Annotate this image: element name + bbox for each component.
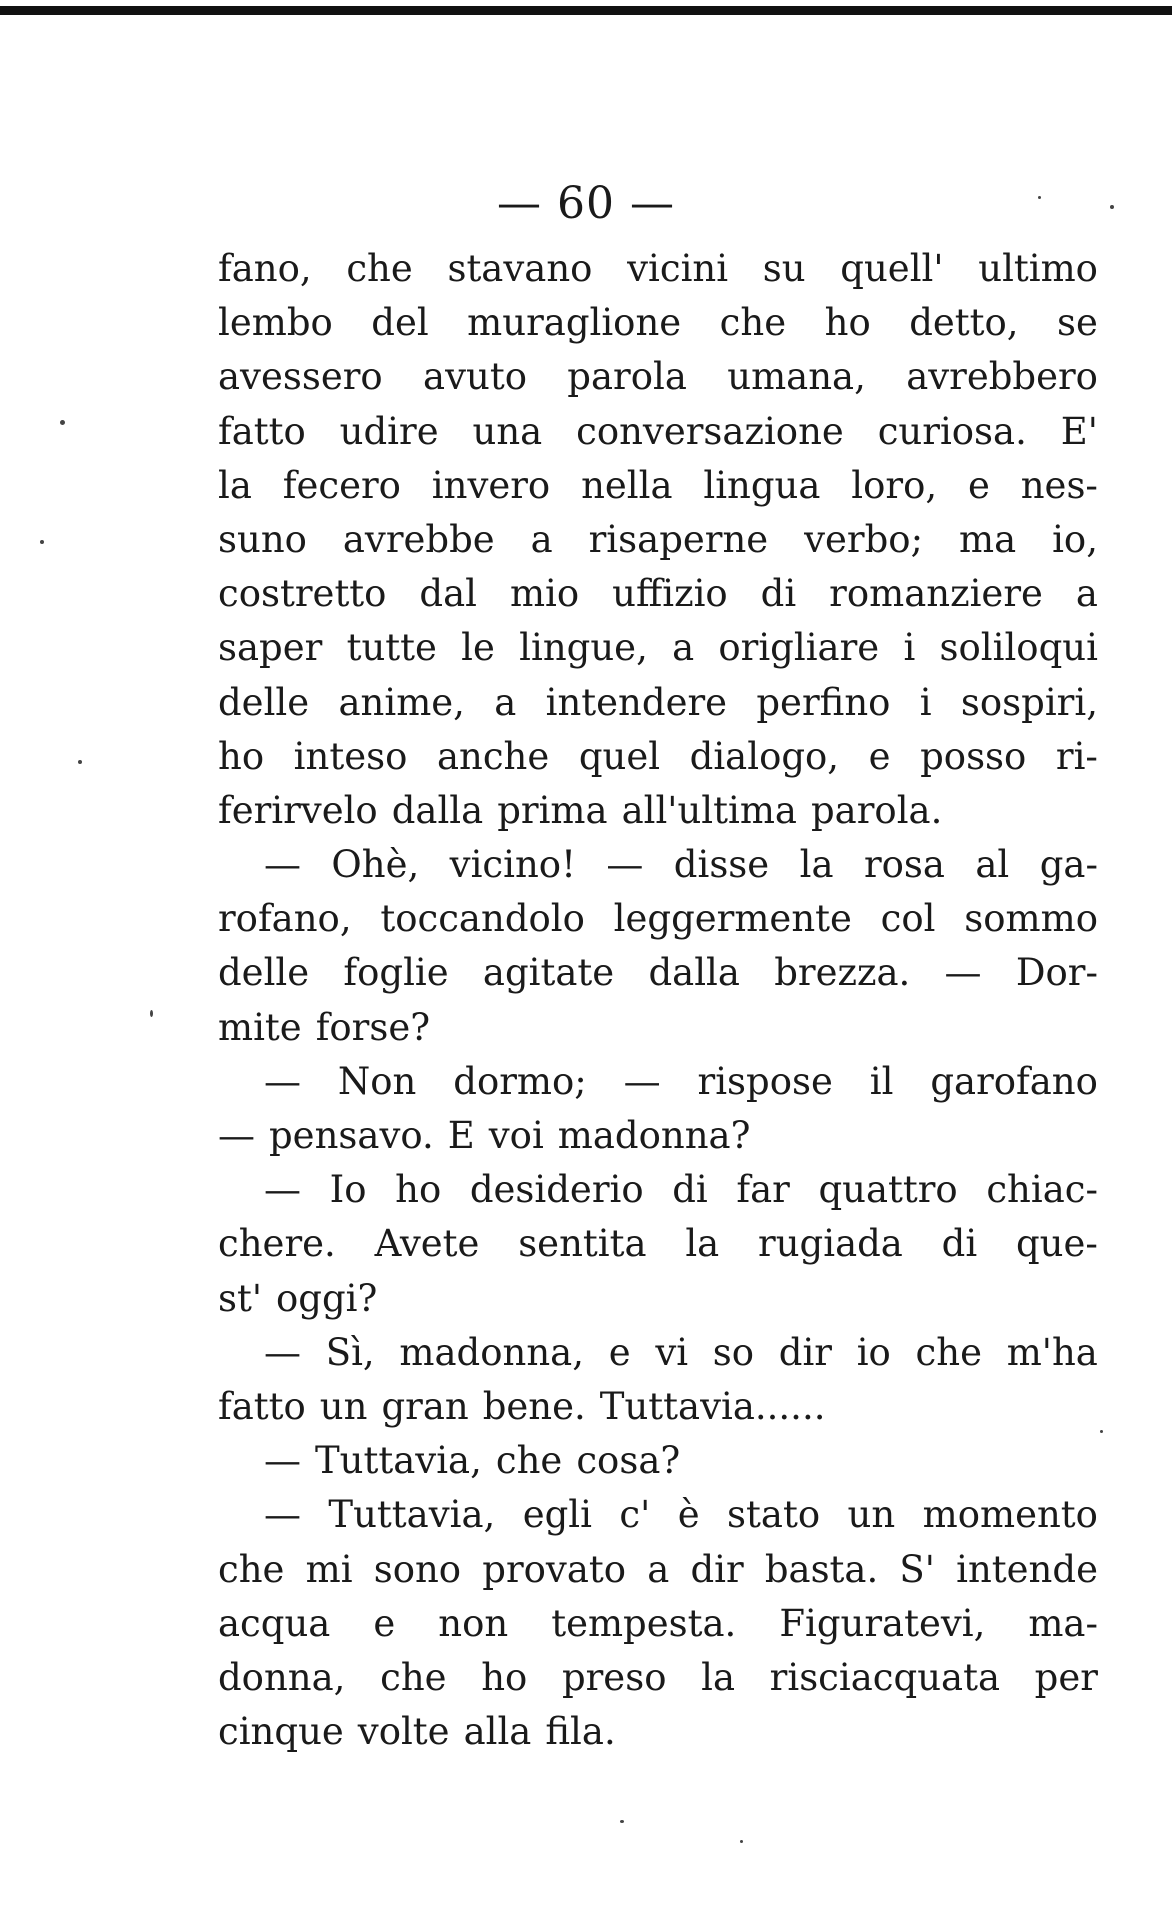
word: le xyxy=(461,626,495,670)
word: acqua xyxy=(218,1601,331,1645)
text-line xyxy=(218,1163,1098,1217)
word: — xyxy=(264,1493,301,1537)
word: avrebbe xyxy=(342,517,495,561)
word: muraglione xyxy=(467,301,682,345)
word: col xyxy=(880,897,936,941)
scan-speck xyxy=(1038,196,1041,199)
word: bene. xyxy=(482,1384,586,1428)
text-line xyxy=(218,1597,1098,1651)
word: desiderio xyxy=(469,1168,644,1212)
word: di xyxy=(760,572,797,616)
word: prima xyxy=(497,788,608,832)
word: intendere xyxy=(545,680,728,724)
word: dialogo, xyxy=(689,734,840,778)
word: brezza. xyxy=(774,951,911,995)
word: Tuttavia...... xyxy=(599,1384,826,1428)
word: che xyxy=(346,247,413,290)
word: conversazione xyxy=(576,409,844,453)
word: risaperne xyxy=(588,517,769,561)
word: Tuttavia, xyxy=(315,1439,482,1483)
word: ho xyxy=(824,301,871,345)
text-line xyxy=(218,405,1098,459)
word: non xyxy=(438,1601,509,1645)
word: i xyxy=(903,626,916,670)
word: — xyxy=(944,951,982,995)
text-line xyxy=(218,892,1098,946)
word: se xyxy=(1057,301,1098,345)
word: mio xyxy=(509,572,580,616)
word: fatto xyxy=(218,409,306,453)
word: risciacquata xyxy=(769,1655,1001,1699)
word: Tuttavia, xyxy=(328,1493,496,1537)
word: ferirvelo xyxy=(218,788,378,832)
word: sentita xyxy=(518,1222,647,1266)
word: — xyxy=(264,1059,301,1103)
scan-speck xyxy=(1110,205,1114,209)
scan-speck xyxy=(1100,1430,1103,1433)
word: detto, xyxy=(909,301,1019,345)
word: la xyxy=(218,463,252,507)
word: mi xyxy=(305,1547,353,1591)
word: tempesta. xyxy=(551,1601,737,1645)
word: — xyxy=(264,1168,301,1212)
word: che xyxy=(719,301,787,345)
word: di xyxy=(941,1222,978,1266)
word: momento xyxy=(922,1493,1098,1537)
word: chere. xyxy=(218,1222,336,1266)
word: pensavo. xyxy=(269,1114,434,1157)
word: Non xyxy=(337,1059,417,1103)
text-line xyxy=(218,513,1098,567)
word: quell' xyxy=(840,247,944,290)
word: — xyxy=(606,843,644,887)
word: perfino xyxy=(756,680,891,724)
word: e xyxy=(967,463,990,507)
text-line xyxy=(218,1055,1098,1109)
word: romanziere xyxy=(829,572,1043,616)
word: leggermente xyxy=(613,897,852,941)
word: preso xyxy=(561,1655,667,1699)
word: far xyxy=(736,1168,790,1212)
word: delle xyxy=(218,951,310,995)
word: verbo; xyxy=(804,517,924,561)
word: umana, xyxy=(727,355,866,399)
word: e xyxy=(608,1330,631,1374)
word: chiac- xyxy=(986,1168,1098,1212)
word: volte xyxy=(357,1710,450,1754)
word: donna, xyxy=(218,1655,346,1699)
word: al xyxy=(975,843,1010,887)
word: sommo xyxy=(964,897,1098,941)
word: stato xyxy=(727,1493,821,1537)
word: costretto xyxy=(218,572,387,616)
word: del xyxy=(371,301,429,345)
word: — xyxy=(264,1439,301,1483)
word: lingue, xyxy=(519,626,648,670)
top-border-rule xyxy=(0,6,1172,15)
word: basta. xyxy=(764,1547,879,1591)
word: — xyxy=(623,1059,661,1103)
word: m'ha xyxy=(1006,1330,1098,1374)
word: io xyxy=(856,1330,891,1374)
word: saper xyxy=(218,626,323,670)
word: un xyxy=(847,1493,896,1537)
word: Sì, xyxy=(325,1330,375,1374)
word: rofano, xyxy=(218,897,352,941)
word: ga- xyxy=(1039,843,1098,887)
word: c' xyxy=(619,1493,651,1537)
word: che xyxy=(380,1655,447,1699)
word: fecero xyxy=(282,463,401,507)
text-line xyxy=(218,1434,1098,1488)
word: un xyxy=(319,1384,368,1428)
word: rosa xyxy=(863,843,945,887)
word: egli xyxy=(522,1493,592,1537)
text-line xyxy=(218,1380,1098,1434)
text-line xyxy=(218,459,1098,513)
word: — xyxy=(264,843,301,887)
word: foglie xyxy=(343,951,449,995)
word: rispose xyxy=(697,1059,833,1103)
text-line xyxy=(218,1326,1098,1380)
word: st' xyxy=(218,1276,263,1320)
word: la xyxy=(685,1222,720,1266)
scan-speck xyxy=(40,540,44,544)
word: dir xyxy=(778,1330,832,1374)
word: mite xyxy=(218,1005,302,1049)
word: lembo xyxy=(218,301,333,345)
text-line xyxy=(218,621,1098,675)
word: madonna, xyxy=(399,1330,584,1374)
word: posso xyxy=(920,734,1027,778)
word: nella xyxy=(581,463,673,507)
word: fatto xyxy=(218,1384,306,1428)
page-number: — 60 — xyxy=(497,178,675,229)
word: di xyxy=(672,1168,708,1212)
text-line xyxy=(218,567,1098,621)
body-text xyxy=(218,242,1098,1759)
text-line xyxy=(218,1543,1098,1597)
word: anche xyxy=(436,734,550,778)
word: E xyxy=(447,1114,475,1157)
text-line xyxy=(218,1001,1098,1055)
word: a xyxy=(494,680,517,724)
word: suno xyxy=(218,517,307,561)
word: a xyxy=(647,1547,670,1591)
word: disse xyxy=(673,843,770,887)
word: dir xyxy=(690,1547,744,1591)
word: sospiri, xyxy=(960,680,1098,724)
word: avrebbero xyxy=(906,355,1098,399)
word: E' xyxy=(1060,409,1098,453)
word: cosa? xyxy=(576,1439,681,1483)
word: nes- xyxy=(1020,463,1098,507)
word: la xyxy=(799,843,834,887)
text-line xyxy=(218,1488,1098,1542)
word: oggi? xyxy=(276,1276,378,1320)
word: sono xyxy=(373,1547,462,1591)
text-line xyxy=(218,946,1098,1000)
word: garofano xyxy=(930,1059,1098,1103)
word: soliloqui xyxy=(939,626,1098,670)
word: quel xyxy=(578,734,661,778)
word: parola. xyxy=(810,788,943,832)
text-line xyxy=(218,296,1098,350)
text-line xyxy=(218,838,1098,892)
word: — xyxy=(264,1330,301,1374)
word: vicini xyxy=(627,247,729,290)
word: e xyxy=(373,1601,396,1645)
word: Avete xyxy=(374,1222,480,1266)
text-line xyxy=(218,676,1098,730)
text-line xyxy=(218,1217,1098,1271)
text-line xyxy=(218,730,1098,784)
word: la xyxy=(701,1655,736,1699)
word: che xyxy=(915,1330,982,1374)
word: cinque xyxy=(218,1710,344,1754)
word: ma xyxy=(958,517,1017,561)
scan-speck xyxy=(620,1820,624,1823)
word: parola xyxy=(567,355,687,399)
word: ho xyxy=(218,734,265,778)
word: il xyxy=(869,1059,894,1103)
word: dal xyxy=(419,572,477,616)
word: S' xyxy=(899,1547,935,1591)
word: Io xyxy=(329,1168,367,1212)
word: a xyxy=(672,626,695,670)
word: madonna? xyxy=(557,1114,751,1157)
text-line xyxy=(218,1651,1098,1705)
word: i xyxy=(919,680,932,724)
word: — xyxy=(218,1114,255,1157)
word: anime, xyxy=(338,680,465,724)
text-line xyxy=(218,1272,1098,1326)
word: stavano xyxy=(447,247,593,290)
word: ho xyxy=(481,1655,528,1699)
word: gran xyxy=(381,1384,469,1428)
word: que- xyxy=(1016,1222,1098,1266)
word: dalla xyxy=(391,788,484,832)
text-line xyxy=(218,1109,1098,1163)
word: forse? xyxy=(315,1005,431,1049)
word: a xyxy=(1075,572,1098,616)
word: per xyxy=(1034,1655,1098,1699)
word: all'ultima xyxy=(621,788,797,832)
text-line xyxy=(218,784,1098,838)
word: curiosa. xyxy=(877,409,1027,453)
word: e xyxy=(868,734,891,778)
word: vicino! xyxy=(449,843,576,887)
word: alla xyxy=(463,1710,532,1754)
text-line xyxy=(218,350,1098,404)
word: delle xyxy=(218,680,310,724)
word: Dor- xyxy=(1015,951,1098,995)
word: ultimo xyxy=(978,247,1098,290)
word: dalla xyxy=(648,951,740,995)
word: rugiada xyxy=(758,1222,903,1266)
word: una xyxy=(472,409,543,453)
word: lingua xyxy=(703,463,821,507)
word: Ohè, xyxy=(331,843,420,887)
scan-speck xyxy=(60,420,65,425)
word: provato xyxy=(482,1547,627,1591)
word: voi xyxy=(488,1114,544,1157)
word: vi xyxy=(655,1330,689,1374)
word: su xyxy=(762,247,806,290)
word: che xyxy=(218,1547,285,1591)
word: a xyxy=(530,517,553,561)
scan-speck xyxy=(150,1010,153,1017)
word: agitate xyxy=(482,951,615,995)
word: loro, xyxy=(851,463,938,507)
word: è xyxy=(677,1493,700,1537)
scan-speck xyxy=(740,1840,743,1843)
word: fila. xyxy=(545,1710,616,1754)
word: ho xyxy=(395,1168,442,1212)
text-line xyxy=(218,1705,1098,1759)
word: io, xyxy=(1052,517,1098,561)
word: fano, xyxy=(218,247,312,290)
word: so xyxy=(712,1330,755,1374)
word: origliare xyxy=(718,626,880,670)
word: inteso xyxy=(293,734,408,778)
word: intende xyxy=(956,1547,1098,1591)
word: quattro xyxy=(818,1168,958,1212)
word: Figuratevi, xyxy=(779,1601,986,1645)
word: toccandolo xyxy=(380,897,585,941)
scan-speck xyxy=(78,760,82,764)
word: avessero xyxy=(218,355,383,399)
word: avuto xyxy=(423,355,527,399)
word: tutte xyxy=(346,626,437,670)
word: udire xyxy=(339,409,439,453)
text-line xyxy=(218,242,1098,296)
word: ma- xyxy=(1028,1601,1098,1645)
word: ri- xyxy=(1055,734,1098,778)
word: dormo; xyxy=(453,1059,587,1103)
word: invero xyxy=(431,463,551,507)
word: che xyxy=(495,1439,563,1483)
word: uffizio xyxy=(612,572,728,616)
